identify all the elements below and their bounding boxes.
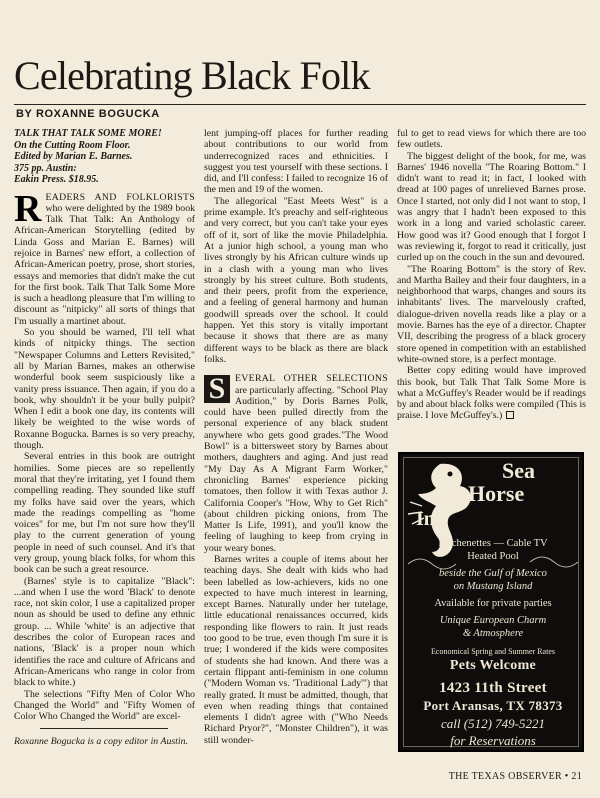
dropcap: S	[204, 375, 230, 403]
lead-caps: EVERAL OTHER SELECTIONS	[235, 373, 388, 385]
paragraph-text: who were delighted by the 1989 book Talk That Talk: An Anthology of African-American Storytelling (edited by Linda Goss and Marian E. Barnes) will rejoice in Barnes' new effort, a collection of African-American poetry, prose, short stories, essays and memories that didn't make the cut for the first book. Talk That Talk Some More is such a headlong pleasure that I'm willing to discount as "nitpicky" all sorts of things that I'm usually a martinet about.	[14, 202, 195, 327]
book-pages: 375 pp. Austin:	[14, 162, 77, 174]
paragraph: The selections "Fifty Men of Color Who Changed the World" and "Fifty Women of Color Who Changed the World" are excel-	[14, 688, 195, 723]
lead-caps: EADERS AND FOLKLORISTS	[45, 191, 195, 203]
column-3	[397, 128, 586, 450]
paragraph: Several entries in this book are outright homilies. Some pieces are so repellently moral that they're irritating, yet I found them compelling reading. They sounded like stuff my folks have said over the years, which made the readings compelling as "home voices" for me, but I'm not sure how they'll play to the current generation of young people in need of such counsel. And it's that very group, young black folks, for whom this book can be such a great resource.	[14, 451, 195, 576]
byline: BY ROXANNE BOGUCKA	[16, 108, 160, 120]
paragraph: lent jumping-off places for further reading about contributions to our world from underrecognized races and ethnicities. I suggest you test yourself with these sections. I did, and I'll confess: I failed to recognize 16 of the men and 19 of the women.	[204, 128, 388, 196]
column-1	[14, 128, 195, 780]
seahorse-inn-ad	[398, 452, 584, 752]
paragraph: "The Roaring Bottom" is the story of Rev. and Martha Bailey and their four daughters, in a neighborhood that warps, changes and sours its inhabitants' lives. The marvelously crafted, dialogue-driven novella reads like a play or a movie. Barnes has the eye of a director. Chapter VII, describing the progress of a black grocery store opened in competition with an established white-owned store, is a perfect montage.	[397, 263, 586, 365]
author-note: Roxanne Bogucka is a copy editor in Austin.	[14, 736, 188, 747]
book-publisher-price: Eakin Press. $18.95.	[14, 174, 99, 185]
paragraph-text: Better copy editing would have improved this book, but Talk That Talk Some More is what a McGuffey's Reader would be if readings by and about black folks were compiled (This is praise. I love McGuffey's.)	[397, 365, 586, 422]
ad-line: Port Aransas, TX 78373	[423, 698, 563, 713]
column-2	[204, 128, 388, 780]
paragraph: Barnes writes a couple of items about her teaching days. She dealt with kids who had been labelled as low-achievers, kids no one expected to have much interest in learning, except Barnes. Naturally under her tutelage, little educational renaissances occurred, kids responding like flowers to rain. It just reads too good to be true, even though I'm sure it is true; I wondered if the kids were composites of students she had known. And there was a certain flippant anti-feminism in one column ("Modern Woman vs. 'Traditional Lady'") that really grated. It must be admitted, though, that even when reading things that contained elements I didn't agree with ("Who Needs Richard Pryor?", "Monster Children"), it was still wonder-	[204, 553, 388, 746]
ad-line: beside the Gulf of Mexico	[439, 568, 547, 579]
ad-name-3: Inn	[416, 508, 447, 530]
book-info	[14, 128, 195, 186]
headline: Celebrating Black Folk	[14, 53, 370, 98]
paragraph: (Barnes' style is to capitalize "Black": ...and when I use the word 'Black' to denote race, not skin color, I use a capitalized proper noun as should be used to define any ethnic group. ... While 'white' is an adjective that describes the color of European races and nations, 'Black' is a proper noun which identifies the race and culture of Africans and African-Americans who range in color from black to white.)	[14, 575, 195, 689]
ad-name-2: Horse	[468, 481, 525, 506]
ad-line: Available for private parties	[434, 598, 552, 609]
ad-line: Kitchenettes — Cable TV	[438, 538, 548, 549]
headline-rule	[14, 104, 586, 105]
paragraph-text: are particularly affecting. "School Play Audition," by Doris Barnes Polk, could have been pulled directly from the personal experience of any black student anywhere who gets good grades."The Wood Bowl" is a bittersweet story by Barnes about mothers, daughters and aging. And just read "My Day As A Migrant Farm Worker," chronicling Barnes' experience picking tomatoes, then follow it with Texas author J. California Cooper's "How, Why to Get Rich" (about children picking onions, from The Matter Is Life, 1991), and you'll know the feeling of laughing to keep from crying in your weary bones.	[204, 384, 388, 554]
ad-line: Unique European Charm	[439, 615, 547, 626]
paragraph: The allegorical "East Meets West" is a prime example. It's preachy and self-righteous and very correct, but you can't take your eyes off of it, sort of like the movie Philadelphia. At a junior high school, a young man who lives strongly by his African culture winds up in a clash with a young man who lives strongly by his street culture. Both students, and their peers, profit from the experience, and a feeling of general harmony and human goodwill spreads over the school. It could happen. Yet this story is vitally important because it shows that there are as many different ways to be black as there are black folks.	[204, 195, 388, 365]
ad-line: Pets Welcome	[449, 658, 537, 673]
paragraph: So you should be warned, I'll tell what kinds of nitpicky things. The section "Newspaper Columns and Letters Revisited," all by Marian Barnes, makes an otherwise wonderful book seem suspiciously like a vanity press issuance. Then again, if you do a book, why shouldn't it be your bully pulpit? When I edit a book one day, its contents will likely be weighted to the wise words of Roxanne Bogucka. Barnes is so very preachy, though.	[14, 327, 195, 452]
ad-line: 1423 11th Street	[439, 680, 547, 696]
ad-name-1: Sea	[502, 458, 535, 483]
ad-line: Economical Spring and Summer Rates	[431, 647, 555, 656]
end-mark-icon	[506, 411, 514, 419]
paragraph	[14, 187, 195, 328]
paragraph	[397, 365, 586, 421]
book-title: TALK THAT TALK SOME MORE!	[14, 128, 162, 139]
page-footer: THE TEXAS OBSERVER • 21	[448, 771, 582, 782]
ad-line: for Reservations	[450, 733, 536, 748]
ad-phone: call (512) 749-5221	[441, 716, 545, 731]
author-note-rule	[40, 728, 168, 729]
paragraph: The biggest delight of the book, for me, was Barnes' 1946 novella "The Roaring Bottom." I didn't want to read it; in fact, I looked with dread at 100 pages of unrelieved Barnes prose. Once I started, not only did I not want to stop, I was angry that I hadn't been exposed to this work in a long and varied scholastic career. How good was it? Good enough that I forgot I was reviewing it, forgot to read it critically, just curled up on the couch in the sun and devoured.	[397, 150, 586, 264]
book-editor: Edited by Marian E. Barnes.	[14, 151, 133, 162]
paragraph	[204, 373, 388, 554]
book-subtitle: On the Cutting Room Floor.	[14, 139, 131, 151]
ad-line: on Mustang Island	[453, 581, 533, 592]
ad-line: & Atmosphere	[462, 628, 524, 639]
paragraph: ful to get to read views for which there are too few outlets.	[397, 128, 586, 151]
ad-line: Heated Pool	[467, 551, 519, 562]
dropcap: R	[14, 187, 42, 230]
